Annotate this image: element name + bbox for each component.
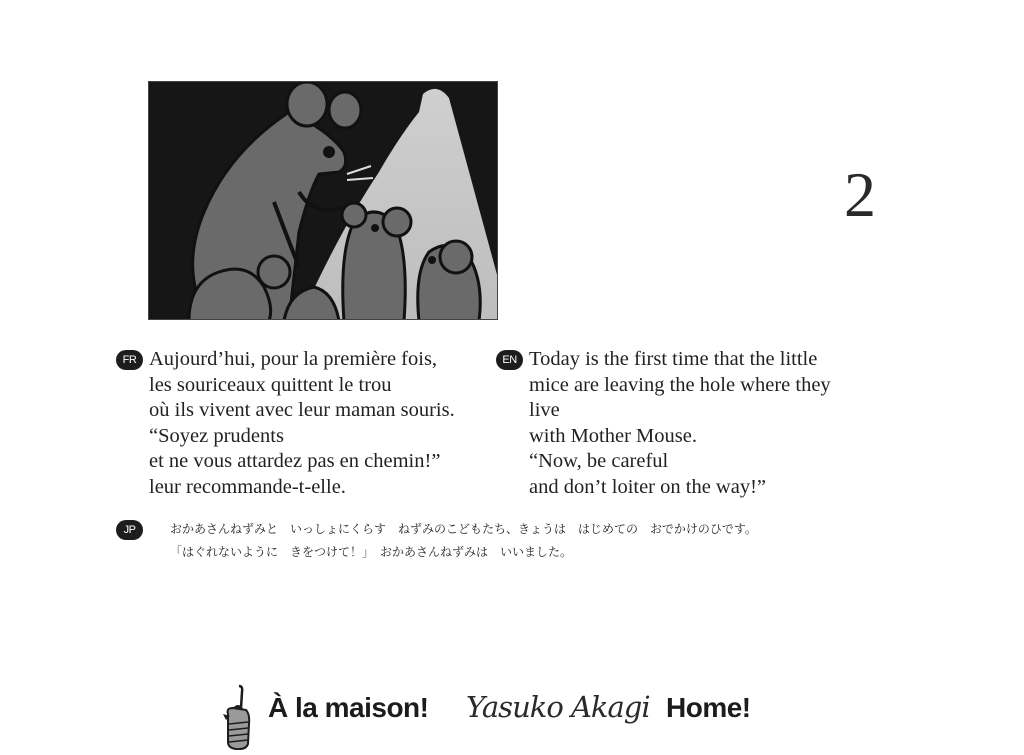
en-language-badge: EN: [496, 350, 523, 370]
english-line: mice are leaving the hole where they: [529, 373, 831, 396]
english-line: live: [529, 399, 560, 421]
page-number: 2: [844, 159, 876, 230]
fr-language-badge: FR: [116, 350, 143, 370]
japanese-line: おかあさんねずみと いっしょにくらす ねずみのこどもたち、きょうは はじめての おでかけのひです。: [170, 522, 757, 536]
title-english: Home!: [666, 692, 751, 723]
french-line: et ne vous attardez pas en chemin!”: [149, 450, 441, 472]
title-french: À la maison!: [268, 692, 429, 723]
english-text: [529, 347, 831, 500]
french-text: [149, 347, 455, 500]
french-line: Aujourd’hui, pour la première fois,: [149, 348, 438, 370]
english-line: Today is the first time that the little: [529, 348, 818, 370]
french-line: où ils vivent avec leur maman souris.: [149, 399, 455, 421]
japanese-line: 「はぐれないように きをつけて！」 おかあさんねずみは いいました。: [170, 545, 573, 559]
author-name: Yasuko Akagi: [466, 690, 650, 724]
french-line: “Soyez prudents: [149, 424, 284, 447]
mouse-in-sock-icon: [220, 684, 252, 750]
french-line: les souriceaux quittent le trou: [149, 373, 392, 396]
japanese-text: [170, 518, 757, 564]
jp-language-badge: JP: [116, 520, 143, 540]
english-line: with Mother Mouse.: [529, 424, 697, 447]
book-footer: [220, 684, 780, 750]
mice-illustration: [148, 81, 498, 320]
french-line: leur recommande-t-elle.: [149, 475, 346, 498]
english-line: “Now, be careful: [529, 450, 669, 472]
english-line: and don’t loiter on the way!”: [529, 475, 767, 498]
